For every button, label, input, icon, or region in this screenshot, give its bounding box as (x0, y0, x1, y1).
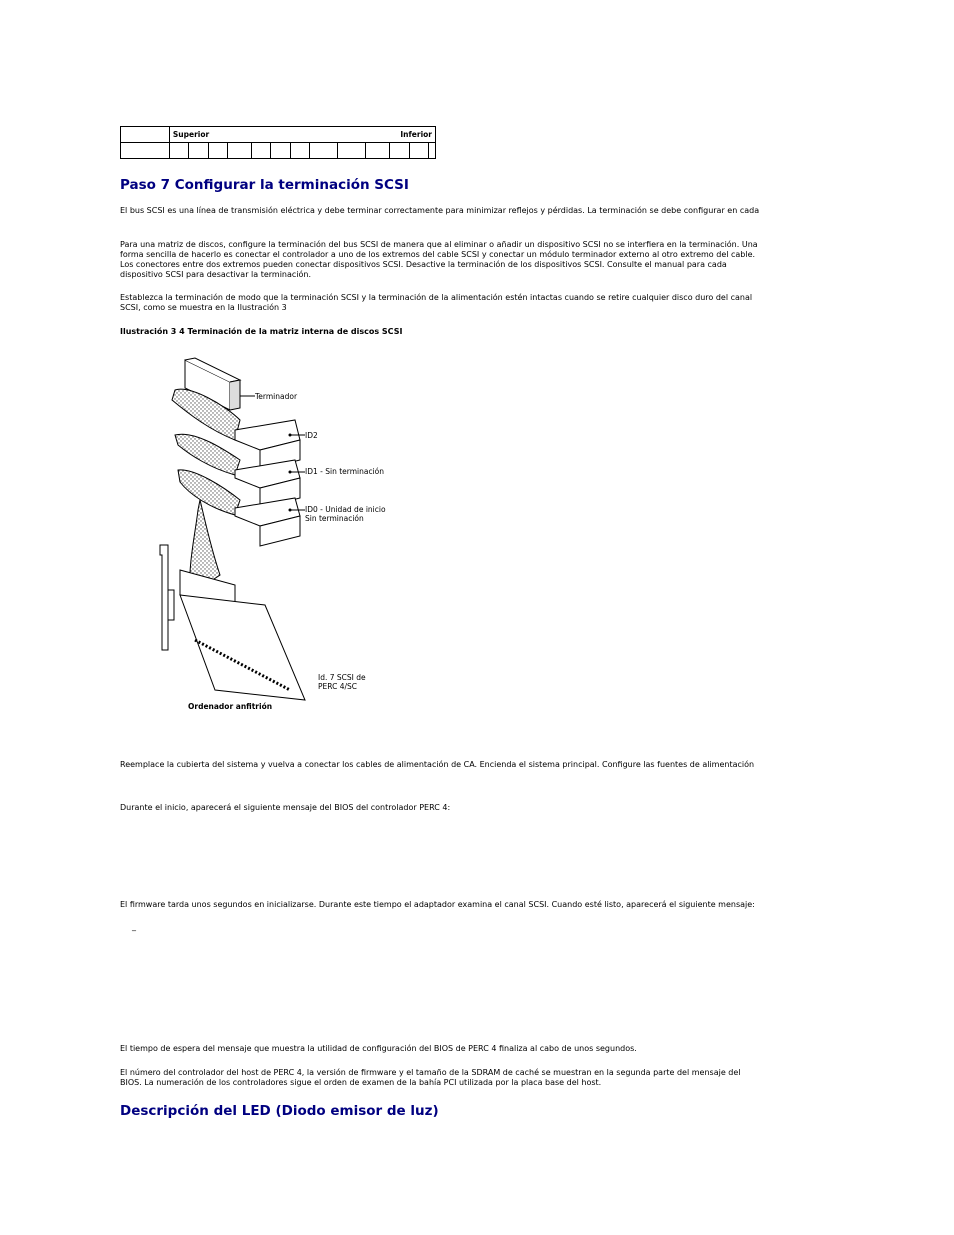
paragraph: El bus SCSI es una línea de transmisión eléctrica y debe terminar correctamente para minimizar reflejos y pérdidas. La terminación se debe configurar en cada (120, 206, 760, 215)
table-cell (252, 143, 271, 159)
table-cell (409, 143, 428, 159)
table-cell (390, 143, 409, 159)
text-line: dispositivo SCSI para desactivar la terminación. (120, 270, 312, 279)
text-line: forma sencilla de hacerlo es conectar el controlador a uno de los extremos del cable SCSI y conectar un módulo terminador externo al otro extremo del cable. (120, 250, 756, 259)
inferior-label: Inferior (400, 130, 432, 139)
table-cell (169, 143, 188, 159)
text-line: Para una matriz de discos, configure la terminación del bus SCSI de manera que al eliminar o añadir un dispositivo SCSI no se interfiera en la terminación. Una (120, 240, 758, 249)
superior-label: Superior (172, 130, 210, 139)
text-line: Establezca la terminación de modo que la terminación SCSI y la terminación de la alimentación estén intactas cuando se retire cualquier disco duro del canal (120, 293, 753, 302)
table-cell (227, 143, 251, 159)
text-line: SCSI, como se muestra en la Ilustración 3 (120, 303, 287, 312)
host-label: Ordenador anfitrión (188, 702, 273, 711)
cursor-dash: _ (132, 922, 136, 931)
table-cell (310, 143, 338, 159)
terminator-label: Terminador (255, 392, 298, 401)
led-heading: Descripción del LED (Diodo emisor de luz) (120, 1103, 439, 1119)
table-header-cell (169, 127, 435, 143)
paragraph (120, 240, 835, 280)
table-cell (338, 143, 366, 159)
paragraph: El firmware tarda unos segundos en inicializarse. Durante este tiempo el adaptador examina el canal SCSI. Cuando esté listo, aparecerá el siguiente mensaje: (120, 900, 755, 909)
scsi-id-label-line1: Id. 7 SCSI de (318, 673, 366, 682)
paragraph (120, 1068, 835, 1088)
table-cell (271, 143, 290, 159)
id2-label: ID2 (305, 431, 318, 440)
table-cell (189, 143, 208, 159)
table-row (121, 143, 436, 159)
table-cell (121, 143, 170, 159)
table-cell (208, 143, 227, 159)
table-cell (290, 143, 309, 159)
paragraph: Reemplace la cubierta del sistema y vuelva a conectar los cables de alimentación de CA. Encienda el sistema principal. Configure las fuentes de alimentación (120, 760, 755, 769)
table-cell (121, 127, 170, 143)
paragraph: El tiempo de espera del mensaje que muestra la utilidad de configuración del BIOS de PERC 4 finaliza al cabo de unos segundos. (120, 1044, 637, 1053)
table-cell (429, 143, 436, 159)
id1-label: ID1 - Sin terminación (305, 467, 385, 476)
table-cell (366, 143, 390, 159)
position-table (120, 126, 436, 159)
id0-label-line2: Sin terminación (305, 514, 364, 523)
table-row (121, 127, 436, 143)
id0-label-line1: ID0 - Unidad de inicio (305, 505, 386, 514)
scsi-id-label-line2: PERC 4/SC (318, 682, 358, 691)
text-line: Los conectores entre dos extremos pueden conectar dispositivos SCSI. Desactive la terminación de los dispositivos SCSI. Consulte el manual para cada (120, 260, 727, 269)
step7-heading: Paso 7 Configurar la terminación SCSI (120, 177, 409, 193)
paragraph: Durante el inicio, aparecerá el siguiente mensaje del BIOS del controlador PERC 4: (120, 803, 451, 812)
text-line: BIOS. La numeración de los controladores sigue el orden de examen de la bahía PCI utilizada por la placa base del host. (120, 1078, 602, 1087)
figure-caption: Ilustración 3 4 Terminación de la matriz interna de discos SCSI (120, 327, 403, 336)
paragraph (120, 293, 835, 313)
scsi-termination-diagram (150, 350, 410, 720)
text-line: El número del controlador del host de PERC 4, la versión de firmware y el tamaño de la SDRAM de caché se muestran en la segunda parte del mensaje del (120, 1068, 741, 1077)
